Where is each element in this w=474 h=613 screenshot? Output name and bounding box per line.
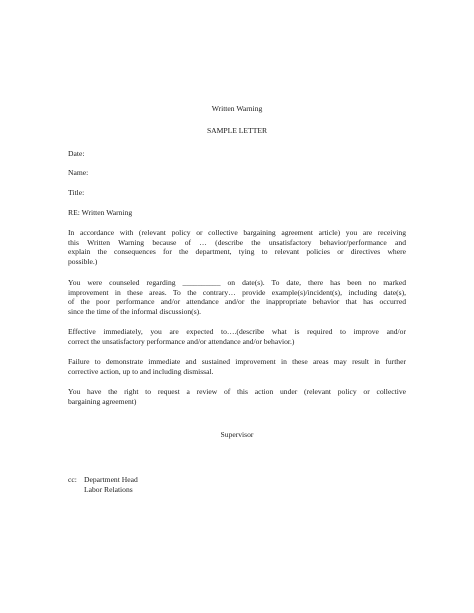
date-field: Date: [68, 149, 85, 158]
paragraph-line: Failure to demonstrate immediate and sustained improvement in these areas may result in further [68, 357, 406, 366]
paragraph-line: correct the unsatisfactory performance and/or attendance and/or behavior.) [68, 336, 295, 346]
cc-row [68, 485, 138, 495]
paragraph-consequences [68, 357, 406, 376]
document-subheading: SAMPLE LETTER [206, 126, 268, 135]
cc-recipient: Department Head [84, 475, 138, 484]
cc-recipient: Labor Relations [84, 484, 133, 494]
paragraph-line: improvement in these areas. To the contrary… provide example(s)/incident(s), including date(s), [68, 287, 406, 297]
paragraph-review-rights [68, 387, 406, 406]
paragraph-line: of the poor performance and/or attendance and/or the inappropriate behavior that has occurred [68, 297, 406, 307]
paragraph-line: You have the right to request a review of this action under (relevant policy or collective [68, 387, 406, 396]
re-line: RE: Written Warning [68, 208, 133, 217]
paragraph-line: this Written Warning because of … (describe the unsatisfactory behavior/performance and [68, 237, 406, 247]
cc-label: cc: [68, 475, 77, 484]
paragraph-line: explain the consequences for the department, tying to relevant policies or directives where [68, 247, 406, 257]
cc-row [68, 475, 138, 485]
paragraph-line: Effective immediately, you are expected to….(describe what is required to improve and/or [68, 327, 406, 336]
cc-block [68, 475, 138, 494]
paragraph-line: since the time of the informal discussion(s). [68, 306, 202, 316]
paragraph-line: In accordance with (relevant policy or collective bargaining agreement article) you are receiving [68, 228, 406, 237]
signature-line: Supervisor [220, 430, 254, 439]
name-field: Name: [68, 168, 89, 177]
paragraph-line: You were counseled regarding __________ on date(s). To date, there has been no marked [68, 278, 406, 287]
paragraph-line: possible.) [68, 256, 98, 266]
document-heading: Written Warning [211, 104, 263, 113]
title-field: Title: [68, 188, 85, 197]
paragraph-counseling [68, 278, 406, 316]
paragraph-expectations [68, 327, 406, 346]
paragraph-reason [68, 228, 406, 266]
paragraph-line: bargaining agreement) [68, 396, 137, 406]
paragraph-line: corrective action, up to and including dismissal. [68, 366, 214, 376]
